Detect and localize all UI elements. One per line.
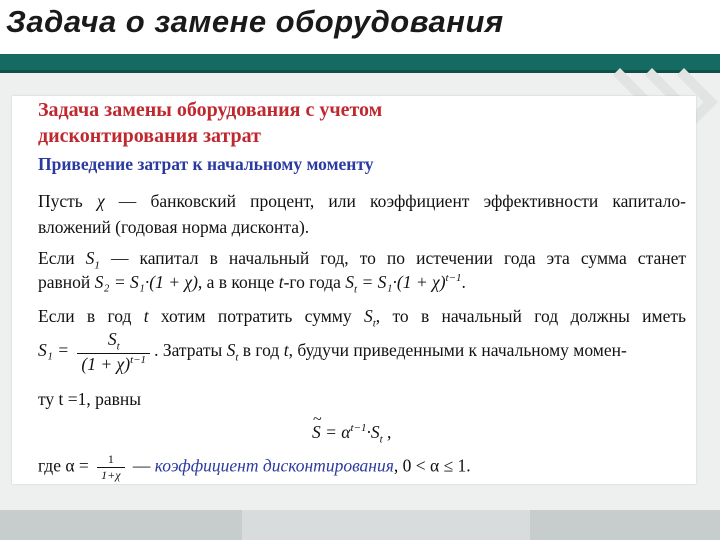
text: — xyxy=(128,455,155,476)
section-title-line-2: дисконтирования затрат xyxy=(38,125,261,147)
text: — банковский процент, или коэффициент эффективности капитало- xyxy=(104,191,686,211)
textbook-page xyxy=(12,96,696,484)
text: . xyxy=(461,272,466,292)
text: Если в год xyxy=(38,306,144,326)
text: Если xyxy=(38,248,86,268)
subsection-title: Приведение затрат к начальному моменту xyxy=(38,154,374,174)
text: в год xyxy=(238,339,284,360)
discount-coefficient-term: коэффициент дисконтирования xyxy=(154,455,394,476)
title-divider-bar xyxy=(0,54,720,70)
section-title-line-1: Задача замены оборудования с учетом xyxy=(38,99,383,121)
math-s2-formula: S₂ = S₁·(1 + χ) xyxy=(94,272,198,292)
discounted-cost-formula xyxy=(312,422,391,446)
fraction-st-over-discount: $\frac{S_t}{(1 + \chi)^{t-1}}$ xyxy=(77,329,150,375)
math-s-tilde: ~ S xyxy=(312,422,321,443)
text: , 0 < α ≤ 1. xyxy=(393,455,471,476)
paragraph-1-line-2: вложений (годовая норма дисконта). xyxy=(38,217,310,237)
text: Пусть xyxy=(38,191,97,211)
text: где α = xyxy=(38,455,94,476)
paragraph-2-line-2 xyxy=(38,272,466,296)
math-rhs: = $\alpha^{t-1}\cdot S_t$ xyxy=(320,422,383,446)
text: . Затраты xyxy=(154,339,227,360)
section-title xyxy=(38,97,382,149)
math-t: t xyxy=(143,306,149,326)
text: , а в конце xyxy=(197,272,279,292)
text: равной xyxy=(38,272,95,292)
fraction-alpha: $\frac{1}{1+\chi}$ xyxy=(97,452,124,483)
math-chi: χ xyxy=(96,191,105,211)
math-s1-lhs: S₁ = xyxy=(38,339,70,360)
math-st: $S_t$ xyxy=(363,306,376,330)
math-t: t xyxy=(278,272,284,292)
text: — капитал в начальный год, то по истечении года эта сумма станет xyxy=(99,248,686,268)
footer-segment xyxy=(242,510,530,540)
slide-title: Задача о замене оборудования xyxy=(6,4,504,39)
math-t: t xyxy=(283,339,289,360)
paragraph-3-line-3: ту t =1, равны xyxy=(38,389,142,409)
text: , будучи приведенными к начальному момен- xyxy=(288,339,627,360)
paragraph-1-line-1 xyxy=(38,188,686,214)
text: -го года xyxy=(283,272,346,292)
paragraph-3-line-2 xyxy=(38,329,627,375)
math-s1: $S_1$ xyxy=(85,248,100,272)
text: , xyxy=(382,422,392,442)
math-st: $S_t$ xyxy=(226,339,239,364)
text: хотим потратить сумму xyxy=(148,306,364,326)
paragraph-4 xyxy=(38,452,471,483)
text: , то в начальный год должны иметь xyxy=(375,306,686,326)
math-st-formula: $S_t = S_1\cdot(1 + \chi)^{t-1}$ xyxy=(345,272,462,296)
